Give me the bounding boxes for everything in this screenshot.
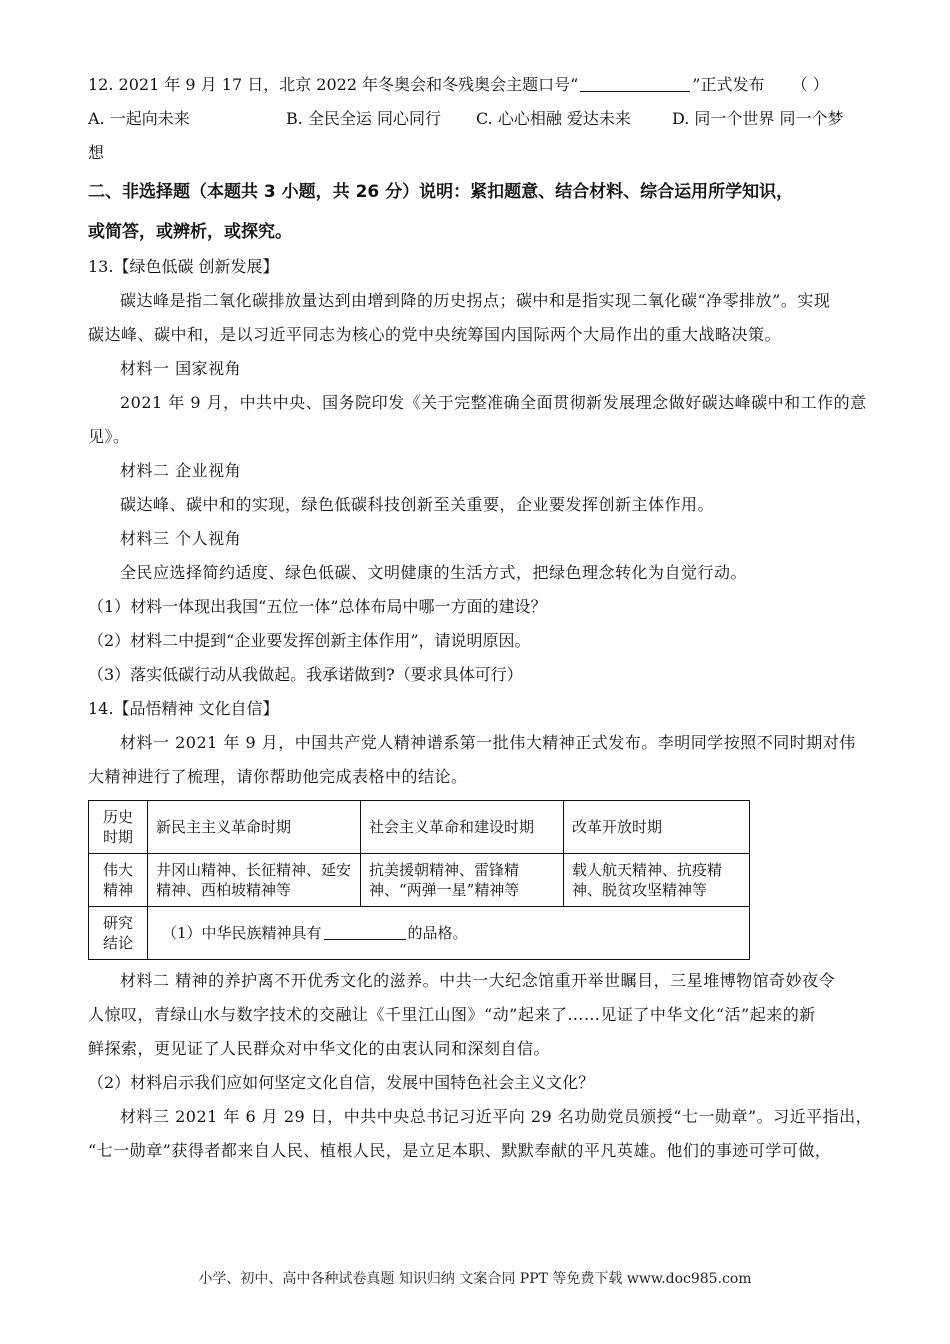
table-cell: 井冈山精神、长征精神、延安精神、西柏坡精神等 (148, 854, 361, 907)
document-page (88, 68, 873, 1168)
q13-subquestion-3: （3）落实低碳行动从我做起。我承诺做到?（要求具体可行） (88, 665, 523, 684)
q14-material3-line1: 材料三 2021 年 6 月 29 日，中共中央总书记习近平向 29 名功勋党员颁授“七一勋章”。习近平指出， (120, 1107, 873, 1126)
page-footer: 小学、初中、高中各种试卷真题 知识归纳 文案合同 PPT 等免费下载 www.doc985.com (198, 1271, 752, 1287)
q14-title: 14.【品悟精神 文化自信】 (88, 699, 279, 718)
q13-material3-label: 材料三 个人视角 (120, 529, 242, 548)
table-cell-header: 研究结论 (89, 907, 148, 960)
q14-material2-line2: 人惊叹，青绿山水与数字技术的交融让《千里江山图》“动”起来了……见证了中华文化“活”起来的新 (88, 1005, 816, 1024)
table-cell: 新民主主义革命时期 (148, 801, 361, 854)
q12-options (88, 102, 868, 136)
q13-material3-text: 全民应选择简约适度、绿色低碳、文明健康的生活方式，把绿色理念转化为自觉行动。 (120, 563, 748, 582)
section2-heading-line2: 或简答，或辨析，或探究。 (88, 222, 292, 242)
q13-intro-line2: 碳达峰、碳中和，是以习近平同志为核心的党中央统筹国内国际两个大局作出的重大战略决策。 (88, 325, 782, 344)
q13-subquestion-2: （2）材料二中提到“企业要发挥创新主体作用”，请说明原因。 (88, 631, 531, 650)
q12-option-b: B. 全民全运 同心同行 (286, 109, 442, 128)
q13-subquestion-1: （1）材料一体现出我国“五位一体”总体布局中哪一方面的建设？ (88, 597, 547, 616)
q12-option-c: C. 心心相融 爱达未来 (476, 109, 631, 128)
q13-material2-label: 材料二 企业视角 (120, 461, 242, 480)
q12-option-a: A. 一起向未来 (88, 109, 190, 128)
q13-material1-label: 材料一 国家视角 (120, 359, 242, 378)
table-cell: 改革开放时期 (564, 801, 750, 854)
table-row (89, 907, 750, 960)
spirit-table (88, 800, 750, 960)
q12-answer-blank (580, 75, 690, 92)
conclusion-before: （1）中华民族精神具有 (162, 924, 322, 942)
q14-material1-line1: 材料一 2021 年 9 月，中国共产党人精神谱系第一批伟大精神正式发布。李明同学按照不同时期对伟 (120, 733, 856, 752)
conclusion-cell (148, 907, 750, 960)
section2-heading-line1: 二、非选择题（本题共 3 小题，共 26 分）说明：紧扣题意、结合材料、综合运用所学知识， (88, 182, 794, 202)
q12-answer-paren: （ ） (791, 75, 829, 94)
q14-material1-line2: 大精神进行了梳理，请你帮助他完成表格中的结论。 (88, 767, 468, 786)
q14-material2-line3: 鲜探索，更见证了人民群众对中华文化的由衷认同和深刻自信。 (88, 1039, 551, 1058)
table-row (89, 854, 750, 907)
q13-material1-line2: 见》。 (88, 427, 130, 446)
table-row (89, 801, 750, 854)
q13-title: 13.【绿色低碳 创新发展】 (88, 257, 279, 276)
q13-material1-line1: 2021 年 9 月，中共中央、国务院印发《关于完整准确全面贯彻新发展理念做好碳达峰碳中和工作的意 (120, 393, 867, 412)
q12-option-d-wrap: 想 (88, 143, 105, 162)
table-cell: 社会主义革命和建设时期 (361, 801, 564, 854)
q12-stem-before: 12. 2021 年 9 月 17 日，北京 2022 年冬奥会和冬残奥会主题口号“ (88, 75, 579, 94)
q12-option-d: D. 同一个世界 同一个梦 (672, 109, 844, 128)
q14-subquestion-2: （2）材料启示我们应如何坚定文化自信，发展中国特色社会主义文化？ (88, 1073, 595, 1092)
q12-stem (88, 68, 868, 102)
conclusion-after: 的品格。 (407, 924, 468, 942)
table-cell-header: 历史时期 (89, 801, 148, 854)
q12-stem-after: ”正式发布 (692, 75, 765, 94)
conclusion-blank (324, 923, 406, 940)
q14-material2-line1: 材料二 精神的养护离不开优秀文化的滋养。中共一大纪念馆重开举世瞩目，三星堆博物馆奇妙夜令 (120, 971, 836, 990)
table-cell: 载人航天精神、抗疫精神、脱贫攻坚精神等 (564, 854, 750, 907)
table-cell: 抗美援朝精神、雷锋精神、“两弹一星”精神等 (361, 854, 564, 907)
q13-intro-line1: 碳达峰是指二氧化碳排放量达到由增到降的历史拐点；碳中和是指实现二氧化碳“净零排放”。实现 (120, 291, 831, 310)
q13-material2-text: 碳达峰、碳中和的实现，绿色低碳科技创新至关重要，企业要发挥创新主体作用。 (120, 495, 715, 514)
table-cell-header: 伟大精神 (89, 854, 148, 907)
q14-material3-line2: “七一勋章”获得者都来自人民、植根人民，是立足本职、默默奉献的平凡英雄。他们的事迹可学可做， (88, 1141, 832, 1160)
